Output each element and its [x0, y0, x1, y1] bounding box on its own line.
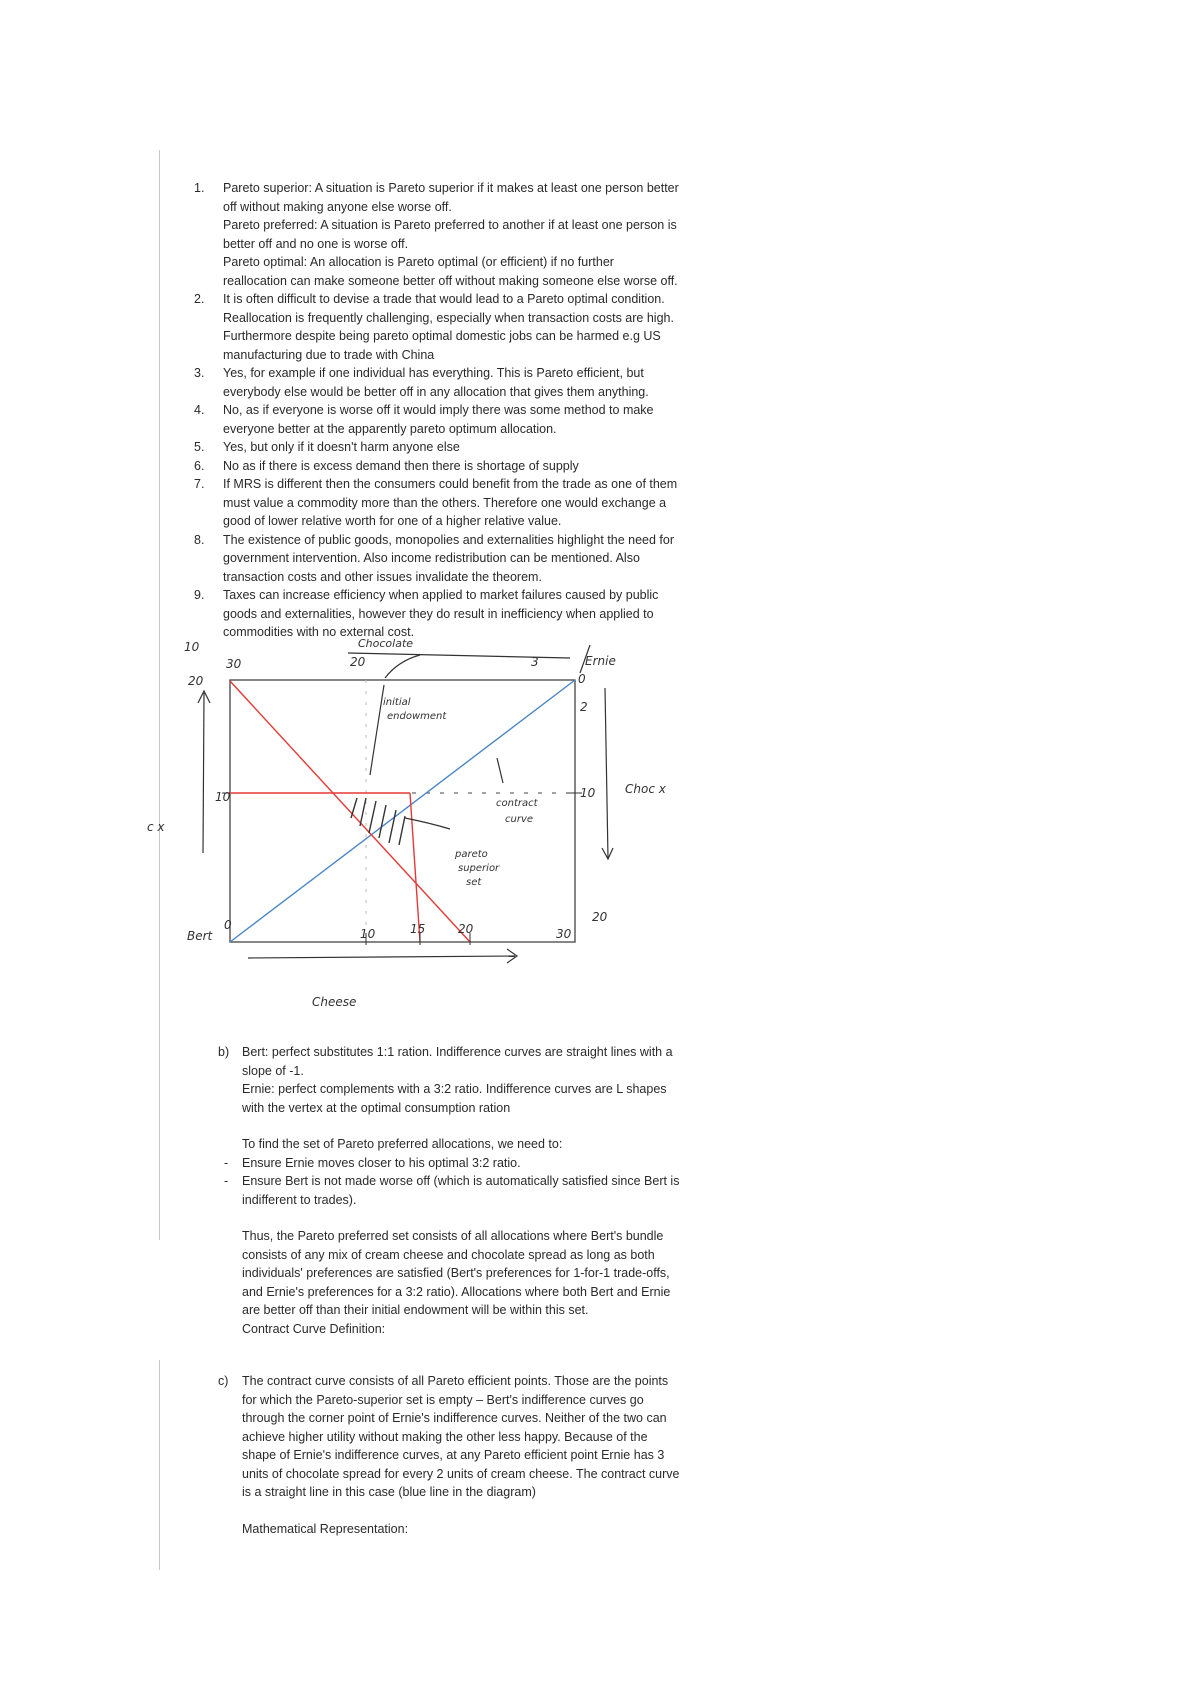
answer-number: 4. [194, 403, 205, 417]
label-bottom-ten: 10 [360, 927, 376, 941]
answer-line: transaction costs and other issues invalidate the theorem. [223, 569, 542, 584]
part-c [218, 1372, 778, 1538]
part-c-line: for which the Pareto-superior set is empty – Bert's indifference curves go [242, 1392, 644, 1407]
part-c-line: is a straight line in this case (blue line in the diagram) [242, 1485, 536, 1499]
part-c-item [218, 1372, 778, 1502]
answer-line: No, as if everyone is worse off it would imply there was some method to make [223, 403, 654, 417]
answer-line: Yes, but only if it doesn't harm anyone else [223, 440, 460, 454]
label-cream-cheese: Cheese [312, 995, 357, 1009]
answer-number: 1. [194, 181, 205, 195]
part-b [218, 1043, 778, 1338]
answer-line: Taxes can increase efficiency when applied to market failures caused by public [223, 588, 659, 602]
answer-item [194, 475, 754, 531]
answer-line: everyone better at the apparently pareto optimum allocation. [223, 421, 557, 436]
part-b-line: with the vertex at the optimal consumption ration [242, 1100, 511, 1115]
label-top-three: 3 [531, 655, 539, 669]
label-bottom-fifteen: 15 [410, 922, 426, 936]
answer-item [194, 531, 754, 587]
answer-line: commodities with no external cost. [223, 625, 415, 639]
answer-line: good of lower relative worth for one of a higher relative value. [223, 514, 562, 528]
answer-line: better off and no one is worse off. [223, 236, 409, 251]
label-pareto: pareto [455, 849, 488, 860]
part-b-label: b) [218, 1045, 230, 1059]
part-b-thus-line: consists of any mix of cream cheese and chocolate spread as long as both [242, 1247, 655, 1262]
part-b-thus-line: Contract Curve Definition: [242, 1321, 386, 1336]
part-b-bullet-text: Ensure Ernie moves closer to his optimal 3:2 ratio. [242, 1155, 521, 1170]
part-b-thus-line: individuals' preferences are satisfied (Bert's preferences for 1-for-1 trade-offs, [242, 1266, 670, 1280]
answer-number: 8. [194, 532, 205, 547]
answer-number: 9. [194, 588, 205, 602]
bullet-dash: - [224, 1174, 229, 1188]
part-b-bullet-text: Ensure Bert is not made worse off (which is automatically satisfied since Bert is [242, 1174, 680, 1188]
label-chocx: Choc x [625, 782, 666, 796]
label-top-ten: 10 [184, 640, 200, 654]
answer-number: 3. [194, 366, 205, 380]
part-b-thus-line: and Ernie's preferences for a 3:2 ratio). Allocations where both Bert and Ernie [242, 1284, 671, 1299]
part-b-thus-line: Thus, the Pareto preferred set consists of all allocations where Bert's bundle [242, 1229, 664, 1243]
part-b-line: Bert: perfect substitutes 1:1 ration. Indifference curves are straight lines with a [242, 1045, 673, 1059]
label-right-two: 2 [580, 700, 588, 714]
answer-number: 2. [194, 292, 205, 306]
label-ernie-origin: 0 [578, 672, 586, 686]
answer-line: government intervention. Also income redistribution can be mentioned. Also [223, 551, 640, 565]
part-b-bullet [218, 1172, 778, 1191]
label-top-left-twenty: 20 [188, 674, 204, 688]
part-b-thus-line: are better off than their initial endowment will be within this set. [242, 1303, 589, 1317]
answer-line: Yes, for example if one individual has everything. This is Pareto efficient, but [223, 366, 644, 380]
part-c-math-heading: Mathematical Representation: [242, 1521, 409, 1536]
answer-line: Pareto superior: A situation is Pareto superior if it makes at least one person better [223, 181, 679, 195]
label-initial: initial [383, 697, 411, 708]
answer-line: If MRS is different then the consumers could benefit from the trade as one of them [223, 477, 678, 491]
answer-number: 6. [194, 458, 205, 473]
bullet-dash: - [224, 1155, 229, 1170]
answer-line: Pareto optimal: An allocation is Pareto optimal (or efficient) if no further [223, 255, 614, 269]
margin-rule-bottom [159, 1360, 160, 1570]
label-top-twenty-axis: 20 [350, 655, 366, 669]
part-c-line: units of chocolate spread for every 2 units of cream cheese. The contract curve [242, 1466, 680, 1481]
answer-line: It is often difficult to devise a trade that would lead to a Pareto optimal condition. [223, 292, 665, 306]
answer-item [194, 364, 754, 401]
answer-line: must value a commodity more than the others. Therefore one would exchange a [223, 495, 667, 510]
label-chocolate-top: Chocolate [358, 637, 414, 650]
part-b-line: slope of -1. [242, 1063, 304, 1078]
answer-item [194, 457, 754, 476]
label-ernie: Ernie [585, 654, 616, 668]
label-bottom-thirty: 30 [556, 927, 572, 941]
answer-line: Reallocation is frequently challenging, especially when transaction costs are high. [223, 310, 674, 325]
answer-line: manufacturing due to trade with China [223, 347, 435, 362]
part-c-line: achieve higher utility without making the other less happy. Because of the [242, 1429, 648, 1444]
label-top-left-thirty: 30 [226, 657, 242, 671]
label-origin: 0 [224, 918, 232, 932]
answer-line: everybody else would be better off in any allocation that gives them anything. [223, 384, 649, 399]
part-c-line: through the corner point of Ernie's indifference curves. Neither of the two can [242, 1411, 667, 1425]
part-b-line: Ernie: perfect complements with a 3:2 ratio. Indifference curves are L shapes [242, 1082, 667, 1096]
label-left-chocx: c x [147, 820, 165, 834]
answer-item [194, 438, 754, 457]
ernie-indifference-vertical [410, 793, 420, 942]
answers-list [194, 179, 754, 642]
label-left-ten: 10 [215, 790, 231, 804]
label-endowment: endowment [387, 711, 447, 722]
answer-item [194, 401, 754, 438]
answer-line: Furthermore despite being pareto optimal domestic jobs can be harmed e.g US [223, 329, 661, 343]
part-c-line: The contract curve consists of all Pareto efficient points. Those are the points [242, 1374, 669, 1388]
answer-item [194, 179, 754, 290]
part-b-bullet [218, 1191, 778, 1210]
part-b-intro: To find the set of Pareto preferred allocations, we need to: [242, 1137, 563, 1151]
label-right-twenty: 20 [592, 910, 608, 924]
answer-number: 5. [194, 440, 205, 454]
label-right-ten: 10 [580, 786, 596, 800]
label-bert: Bert [187, 929, 213, 943]
answer-line: reallocation can make someone better off without making someone else worse off. [223, 273, 678, 288]
part-b-bullet [218, 1154, 778, 1173]
answer-number: 7. [194, 477, 205, 491]
label-superior: superior [458, 863, 500, 874]
label-contract: contract [496, 798, 538, 809]
answer-line: The existence of public goods, monopolies and externalities highlight the need for [223, 532, 674, 547]
answer-line: No as if there is excess demand then there is shortage of supply [223, 458, 579, 473]
part-c-label: c) [218, 1374, 229, 1388]
answer-line: off without making anyone else worse off. [223, 199, 452, 214]
answer-line: goods and externalities, however they do result in inefficiency when applied to [223, 606, 654, 621]
answer-line: Pareto preferred: A situation is Pareto preferred to another if at least one person is [223, 218, 677, 232]
label-set: set [466, 877, 482, 888]
part-b-bullet-text: indifferent to trades). [242, 1192, 357, 1207]
edgeworth-box-diagram [0, 633, 1200, 1013]
label-curve: curve [505, 814, 534, 825]
part-b-item [218, 1043, 778, 1117]
label-bottom-twenty: 20 [458, 922, 474, 936]
part-c-line: shape of Ernie's indifference curves, at any Pareto efficient point Ernie has 3 [242, 1448, 665, 1462]
answer-item [194, 290, 754, 364]
